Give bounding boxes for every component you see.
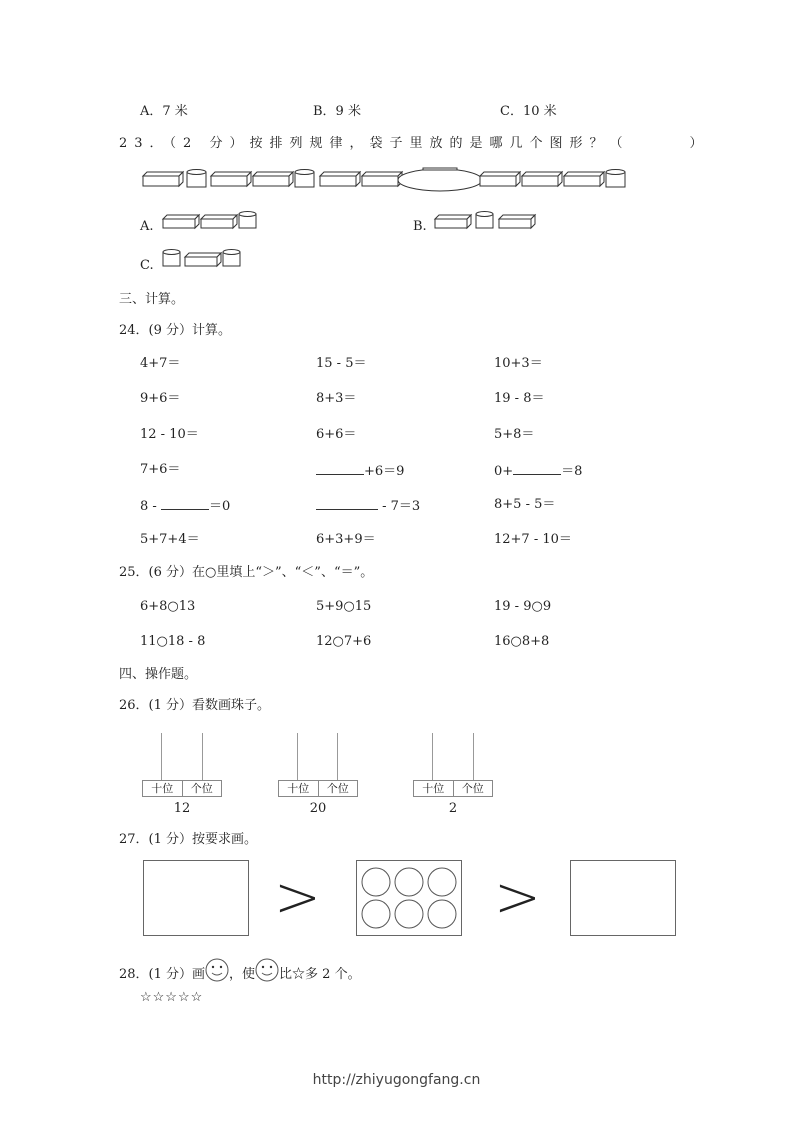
- q24-item: [494, 462, 582, 480]
- abacus-rod-ones: [202, 733, 203, 780]
- q23-shape-sequence: [140, 164, 640, 192]
- q24-item-text: - 7＝3: [378, 499, 421, 514]
- q24-item-text: 0+: [494, 464, 514, 479]
- q24-item: 6+3+9＝: [316, 532, 376, 547]
- abacus-rod-tens: [297, 733, 298, 780]
- q22-option-c: C．10 米: [500, 104, 557, 119]
- tens-label: 十位: [287, 782, 310, 795]
- tens-label: 十位: [422, 782, 445, 795]
- place-value-box: [142, 780, 222, 797]
- q25-item: 11○18 - 8: [140, 634, 206, 649]
- drawing-box-left[interactable]: [143, 860, 249, 936]
- smiley-face-icon: [255, 958, 279, 982]
- q25-item: 12○7+6: [316, 634, 372, 649]
- q24-item-text: ＝8: [561, 464, 583, 479]
- footer-url[interactable]: http://zhiyugongfang.cn: [312, 1072, 481, 1088]
- q22-option-a: A．7 米: [140, 104, 188, 119]
- q22-option-b: B．9 米: [313, 104, 361, 119]
- tens-label: 十位: [151, 782, 174, 795]
- q24-item: 5+8＝: [494, 427, 535, 442]
- q23-option-c-shapes: [160, 246, 250, 270]
- abacus-number: 20: [309, 801, 327, 816]
- smiley-face-icon: [205, 958, 229, 982]
- abacus-number: 2: [448, 801, 458, 816]
- q28-prefix: 28．(1 分）画: [119, 967, 206, 982]
- ones-label: 个位: [182, 781, 222, 796]
- q24-item-text: ＝0: [208, 499, 231, 514]
- q24-item: [316, 497, 420, 515]
- q24-item: 8+5 - 5＝: [494, 497, 556, 512]
- q24-item: 8+3＝: [316, 391, 357, 406]
- q24-item: 10+3＝: [494, 356, 543, 371]
- place-value-box: [413, 780, 493, 797]
- abacus-rod-ones: [337, 733, 338, 780]
- star-row: ☆☆☆☆☆: [140, 990, 204, 1005]
- q25-item: 6+8○13: [140, 599, 196, 614]
- q24-item: 6+6＝: [316, 427, 357, 442]
- answer-blank[interactable]: [161, 497, 209, 510]
- answer-blank[interactable]: [316, 497, 378, 510]
- q24-item: 19 - 8＝: [494, 391, 545, 406]
- section-4-heading: 四、操作题。: [119, 667, 198, 682]
- q28-suffix: 比☆多 2 个。: [279, 967, 361, 982]
- q28-middle: ，使: [229, 967, 256, 982]
- q25-item: 16○8+8: [494, 634, 550, 649]
- q24-item: 7+6＝: [140, 462, 181, 477]
- q23-prompt: 23．（2 分）按排列规律，袋子里放的是哪几个图形？（ ）: [119, 136, 710, 151]
- q24-title: 24．(9 分）计算。: [119, 323, 232, 338]
- q24-item: [316, 462, 404, 480]
- q24-item: 12 - 10＝: [140, 427, 199, 442]
- q23-option-c-label: C.: [140, 258, 154, 273]
- q24-item: [140, 497, 230, 515]
- abacus-number: 12: [173, 801, 191, 816]
- greater-than-symbol: >: [494, 865, 541, 930]
- circles-group: [357, 861, 461, 935]
- q23-option-a-shapes: [160, 208, 260, 232]
- q25-item: 19 - 9○9: [494, 599, 552, 614]
- drawing-box-right[interactable]: [570, 860, 676, 936]
- q24-item-text: +6＝9: [364, 464, 405, 479]
- q25-item: 5+9○15: [316, 599, 372, 614]
- q24-item: 4+7＝: [140, 356, 181, 371]
- q25-title: 25．(6 分）在○里填上“＞”、“＜”、“＝”。: [119, 565, 374, 580]
- place-value-box: [278, 780, 358, 797]
- q24-item: 12+7 - 10＝: [494, 532, 572, 547]
- greater-than-symbol: >: [274, 865, 321, 930]
- q26-title: 26．(1 分）看数画珠子。: [119, 698, 271, 713]
- q23-option-b-label: B.: [413, 219, 427, 234]
- abacus-rod-tens: [432, 733, 433, 780]
- ones-label: 个位: [318, 781, 358, 796]
- q24-item: 9+6＝: [140, 391, 181, 406]
- abacus-rod-tens: [161, 733, 162, 780]
- q28-line: [119, 958, 361, 983]
- abacus-rod-ones: [473, 733, 474, 780]
- q23-option-a-label: A.: [140, 219, 154, 234]
- q24-item: 15 - 5＝: [316, 356, 367, 371]
- circle-box: [356, 860, 462, 936]
- answer-blank[interactable]: [513, 462, 561, 475]
- q24-item-text: 8 -: [140, 499, 157, 514]
- section-3-heading: 三、计算。: [119, 292, 185, 307]
- q27-title: 27．(1 分）按要求画。: [119, 832, 258, 847]
- q24-item: 5+7+4＝: [140, 532, 200, 547]
- ones-label: 个位: [453, 781, 493, 796]
- q23-option-b-shapes: [432, 208, 542, 232]
- answer-blank[interactable]: [316, 462, 364, 475]
